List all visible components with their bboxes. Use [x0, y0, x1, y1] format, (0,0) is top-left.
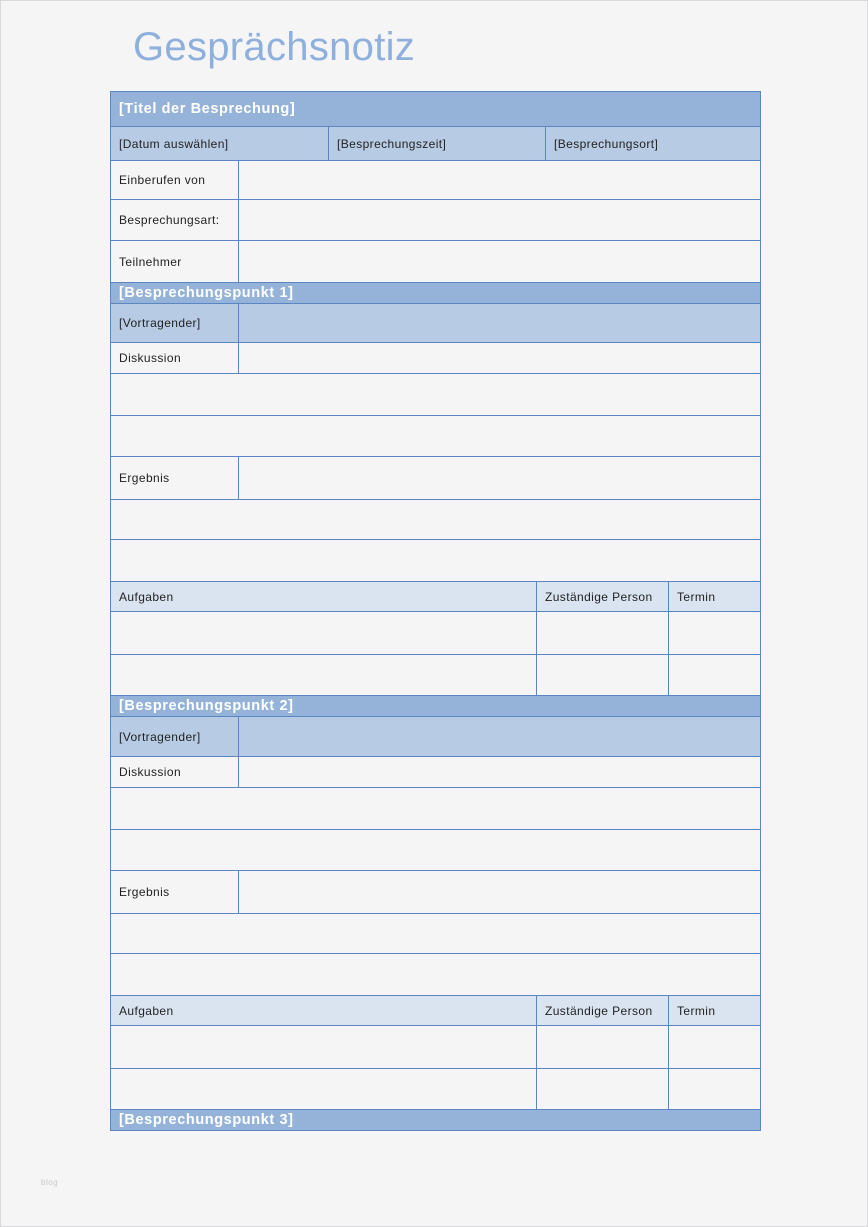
task-row: [111, 655, 760, 696]
meeting-info-row: [111, 127, 760, 161]
discussion-line: [111, 788, 760, 830]
deadline-column-header: Termin: [668, 996, 760, 1025]
presenter-value[interactable]: [238, 717, 760, 756]
discussion-input[interactable]: [111, 830, 760, 870]
discussion-line: [111, 374, 760, 416]
meeting-location-field[interactable]: [Besprechungsort]: [545, 127, 760, 160]
called-by-value[interactable]: [238, 161, 760, 199]
discussion-line: [111, 830, 760, 871]
meeting-title-row: [111, 92, 760, 127]
called-by-row: [111, 161, 760, 200]
result-label: Ergebnis: [119, 471, 170, 485]
person-column-header: Zuständige Person: [536, 996, 668, 1025]
deadline-cell[interactable]: [668, 655, 760, 695]
discussion-label: Diskussion: [119, 351, 182, 365]
result-input[interactable]: [111, 500, 760, 539]
agenda-item-title[interactable]: [Besprechungspunkt 2]: [111, 696, 760, 716]
person-cell[interactable]: [536, 1026, 668, 1068]
discussion-input[interactable]: [111, 416, 760, 456]
agenda-item-title[interactable]: [Besprechungspunkt 1]: [111, 283, 760, 303]
result-line: [111, 540, 760, 582]
date-picker-field[interactable]: [Datum auswählen]: [111, 127, 328, 160]
agenda-item-heading: [111, 696, 760, 717]
result-line: [111, 914, 760, 954]
result-row: [111, 457, 760, 500]
tasks-column-header: Aufgaben: [119, 1003, 174, 1018]
person-cell[interactable]: [536, 1069, 668, 1109]
discussion-value[interactable]: [238, 343, 760, 373]
task-cell[interactable]: [111, 655, 536, 695]
meeting-type-value[interactable]: [238, 200, 760, 240]
presenter-row: [111, 717, 760, 757]
result-input[interactable]: [111, 954, 760, 995]
presenter-value[interactable]: [238, 304, 760, 342]
presenter-field[interactable]: [Vortragender]: [111, 304, 238, 342]
participants-value[interactable]: [238, 241, 760, 282]
document-title: Gesprächsnotiz: [133, 25, 416, 69]
tasks-header-row: [111, 582, 760, 612]
discussion-input[interactable]: [111, 374, 760, 415]
result-input[interactable]: [111, 914, 760, 953]
result-value[interactable]: [238, 457, 760, 499]
task-cell[interactable]: [111, 612, 536, 654]
tasks-header-row: [111, 996, 760, 1026]
person-cell[interactable]: [536, 655, 668, 695]
discussion-value[interactable]: [238, 757, 760, 787]
agenda-item-heading: [111, 1110, 760, 1131]
discussion-label: Diskussion: [119, 765, 182, 779]
meeting-title-field[interactable]: [Titel der Besprechung]: [111, 92, 760, 126]
person-cell[interactable]: [536, 612, 668, 654]
discussion-input[interactable]: [111, 788, 760, 829]
tasks-column-header: Aufgaben: [119, 589, 174, 604]
discussion-row: [111, 343, 760, 374]
discussion-row: [111, 757, 760, 788]
meeting-type-row: [111, 200, 760, 241]
task-row: [111, 612, 760, 655]
result-input[interactable]: [111, 540, 760, 581]
deadline-cell[interactable]: [668, 1026, 760, 1068]
result-value[interactable]: [238, 871, 760, 913]
participants-label: Teilnehmer: [119, 254, 182, 269]
deadline-column-header: Termin: [668, 582, 760, 611]
person-column-header: Zuständige Person: [536, 582, 668, 611]
agenda-item-title[interactable]: [Besprechungspunkt 3]: [111, 1110, 760, 1130]
deadline-cell[interactable]: [668, 1069, 760, 1109]
discussion-line: [111, 416, 760, 457]
task-row: [111, 1026, 760, 1069]
task-cell[interactable]: [111, 1026, 536, 1068]
result-line: [111, 954, 760, 996]
called-by-label: Einberufen von: [119, 173, 206, 187]
presenter-row: [111, 304, 760, 343]
meeting-time-field[interactable]: [Besprechungszeit]: [328, 127, 545, 160]
meeting-notes-form: [110, 91, 761, 1131]
result-line: [111, 500, 760, 540]
result-row: [111, 871, 760, 914]
deadline-cell[interactable]: [668, 612, 760, 654]
task-row: [111, 1069, 760, 1110]
task-cell[interactable]: [111, 1069, 536, 1109]
participants-row: [111, 241, 760, 283]
presenter-field[interactable]: [Vortragender]: [111, 717, 238, 756]
watermark: blog: [41, 1178, 59, 1187]
meeting-type-label: Besprechungsart:: [119, 213, 220, 227]
result-label: Ergebnis: [119, 885, 170, 899]
agenda-item-heading: [111, 283, 760, 304]
